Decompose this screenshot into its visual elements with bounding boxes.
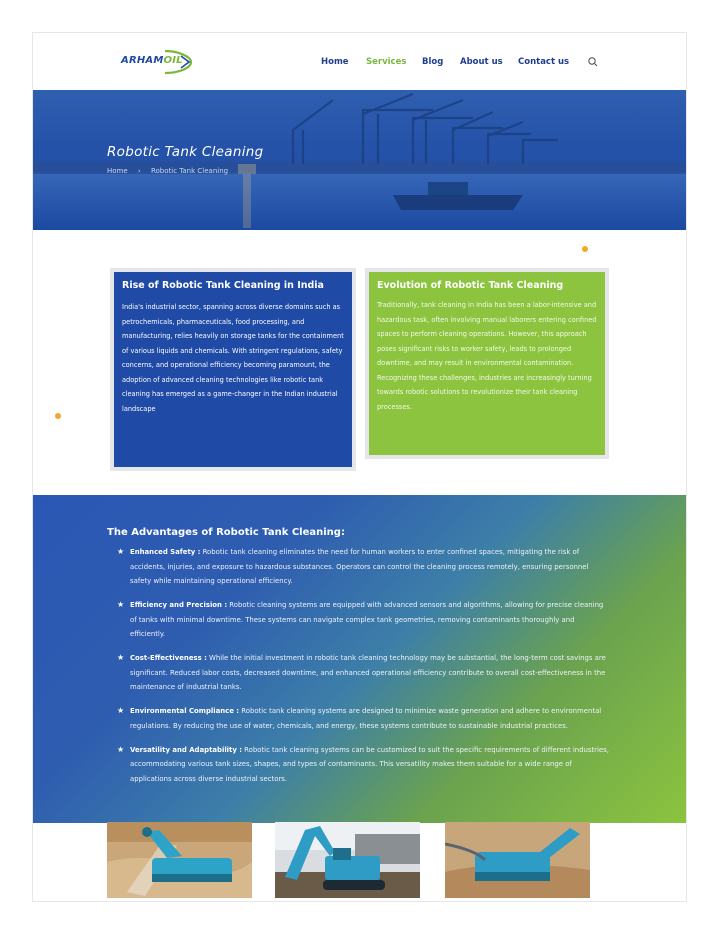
rise-card-text: India's industrial sector, spanning across diverse domains such as petrochemicals, pharmaceuticals, food processing, and manufacturing, relies heavily on storage tanks for the containment of various liquids and chemicals. With stringent regulations, safety concerns, and operational efficiency becoming paramount, the adoption of advanced cleaning technologies like robotic tank cleaning has emerged as a game-changer in the Indian industrial landscape xyxy=(122,303,344,413)
advantage-term: Enhanced Safety : xyxy=(130,548,201,556)
nav-blog[interactable]: Blog xyxy=(422,57,444,67)
excavator-photo xyxy=(275,822,420,898)
advantage-text: Robotic tank cleaning systems are designed to minimize waste generation and adhere to environmental regulations. By reducing the use of water, chemicals, and energy, these systems contribute to sustainable industrial practices. xyxy=(130,707,602,730)
page-hero-banner xyxy=(33,90,686,230)
decorative-dot xyxy=(582,246,588,252)
list-item xyxy=(117,598,609,642)
list-item xyxy=(117,545,609,589)
advantage-term: Versatility and Adaptability : xyxy=(130,745,242,754)
star-icon: ★ xyxy=(117,744,125,754)
logo-wordmark xyxy=(121,55,183,66)
page-title: Robotic Tank Cleaning xyxy=(107,144,264,160)
rise-card-body xyxy=(114,272,352,467)
evolution-card-text: Traditionally, tank cleaning in India has been a labor-intensive and hazardous task, often involving manual laborers entering confined spaces to perform cleaning operations. However, this approach poses significant risks to worker safety, leads to prolonged downtime, and may result in environmental contamination. Recognizing these challenges, industries are increasingly turning towards robotic solutions to revolutionize their tank cleaning processes. xyxy=(377,301,597,411)
star-icon: ★ xyxy=(117,706,125,716)
advantage-term: Environmental Compliance : xyxy=(130,707,240,716)
search-icon[interactable] xyxy=(587,56,599,68)
rise-card-title: Rise of Robotic Tank Cleaning in India xyxy=(122,280,324,291)
advantage-text: Robotic tank cleaning systems can be customized to suit the specific requirements of different industries, accommodating various tank sizes, shapes, and types of contaminants. This versatility makes them suitable for a wide range of applications across diverse industrial sectors. xyxy=(130,745,609,783)
robot-cleaning-photo-2 xyxy=(445,822,590,898)
nav-home[interactable]: Home xyxy=(321,57,349,67)
advantages-list xyxy=(117,545,609,796)
star-icon: ★ xyxy=(117,547,125,556)
advantages-section xyxy=(33,495,686,823)
evolution-card-body xyxy=(369,272,605,455)
breadcrumb-current: Robotic Tank Cleaning xyxy=(150,167,229,175)
advantage-term: Efficiency and Precision : xyxy=(130,601,228,610)
breadcrumb-home[interactable]: Home xyxy=(107,167,128,175)
list-item xyxy=(117,704,609,733)
nav-about-us[interactable]: About us xyxy=(460,57,503,67)
list-item xyxy=(117,743,609,787)
port-cranes-illustration xyxy=(33,90,686,230)
list-item xyxy=(117,651,609,695)
page-frame xyxy=(32,32,687,902)
nav-contact-us[interactable]: Contact us xyxy=(518,57,570,67)
arhamoil-logo[interactable] xyxy=(121,49,195,75)
chevron-right-icon: › xyxy=(137,167,141,175)
advantages-title: The Advantages of Robotic Tank Cleaning: xyxy=(107,527,345,538)
star-icon: ★ xyxy=(117,653,125,663)
logo-part-arham: ARHAM xyxy=(121,55,164,66)
logo-part-oil: OIL xyxy=(163,55,183,66)
decorative-dot xyxy=(55,413,61,419)
advantage-term: Cost-Effectiveness : xyxy=(130,654,207,663)
site-header xyxy=(33,33,686,90)
robot-cleaning-photo-1 xyxy=(107,822,252,898)
breadcrumb xyxy=(107,167,228,175)
nav-services[interactable]: Services xyxy=(366,57,407,67)
star-icon: ★ xyxy=(117,600,125,610)
rise-card xyxy=(110,268,356,471)
advantage-text: Robotic tank cleaning eliminates the need for human workers to enter confined spaces, mitigating the risk of accidents, injuries, and exposure to hazardous substances. Operators can control the cleaning process remotely, ensuring personnel safety while maintaining operational efficiency. xyxy=(130,548,589,586)
advantage-text: Robotic cleaning systems are equipped with advanced sensors and algorithms, allowing for precise cleaning of tanks with minimal downtime. These systems can navigate complex tank geometries, removing contaminants thoroughly and efficiently. xyxy=(130,601,604,639)
evolution-card-title: Evolution of Robotic Tank Cleaning xyxy=(377,280,564,291)
evolution-card xyxy=(365,268,609,459)
advantage-text: While the initial investment in robotic tank cleaning technology may be substantial, the long-term cost savings are significant. Reduced labor costs, decreased downtime, and enhanced operational efficiency contribute to overall cost-effectiveness in the maintenance of industrial tanks. xyxy=(130,654,606,692)
